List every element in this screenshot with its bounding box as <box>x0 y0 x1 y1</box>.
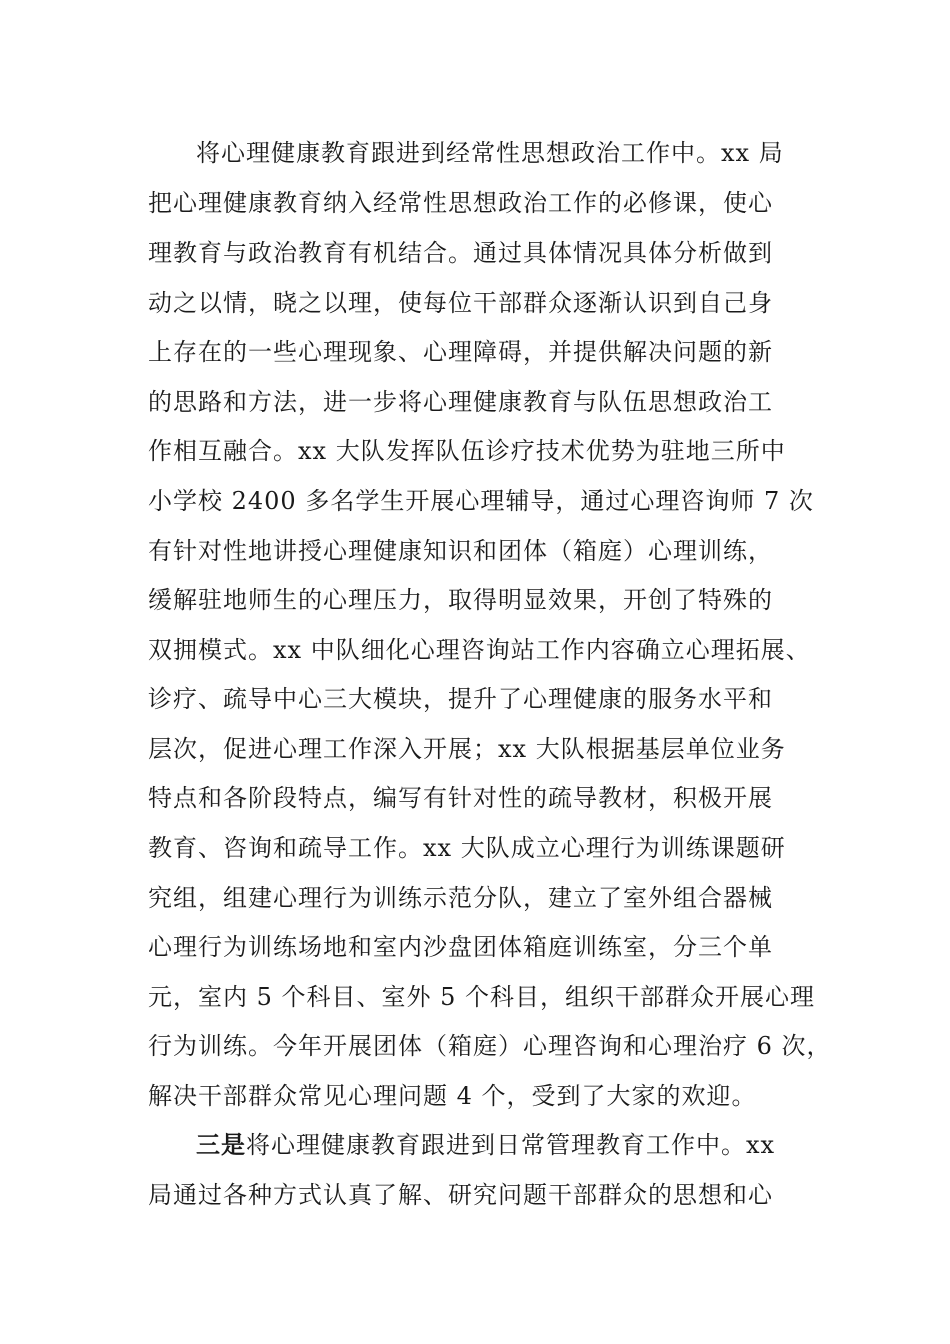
paragraph-1-line-6: 的思路和方法，进一步将心理健康教育与队伍思想政治工 <box>148 388 773 416</box>
paragraph-1-line-15: 教育、咨询和疏导工作。xx 大队成立心理行为训练课题研 <box>148 834 786 862</box>
paragraph-1-line-8: 小学校 2400 多名学生开展心理辅导，通过心理咨询师 7 次 <box>148 487 814 515</box>
paragraph-1-line-9: 有针对性地讲授心理健康知识和团体（箱庭）心理训练， <box>148 537 773 565</box>
paragraph-1-line-13: 层次，促进心理工作深入开展；xx 大队根据基层单位业务 <box>148 735 786 763</box>
paragraph-1-line-7: 作相互融合。xx 大队发挥队伍诊疗技术优势为驻地三所中 <box>148 437 786 465</box>
paragraph-1-line-19: 行为训练。今年开展团体（箱庭）心理咨询和心理治疗 6 次， <box>148 1032 832 1060</box>
paragraph-1-line-5: 上存在的一些心理现象、心理障碍，并提供解决问题的新 <box>148 338 773 366</box>
paragraph-2-line-2: 局通过各种方式认真了解、研究问题干部群众的思想和心 <box>148 1181 773 1209</box>
paragraph-2-line-1 <box>196 1128 775 1162</box>
paragraph-1-line-16: 究组，组建心理行为训练示范分队，建立了室外组合器械 <box>148 884 773 912</box>
paragraph-1-line-10: 缓解驻地师生的心理压力，取得明显效果，开创了特殊的 <box>148 586 773 614</box>
paragraph-1-line-2: 把心理健康教育纳入经常性思想政治工作的必修课，使心 <box>148 189 773 217</box>
paragraph-1-line-18: 元，室内 5 个科目、室外 5 个科目，组织干部群众开展心理 <box>148 983 816 1011</box>
paragraph-1-line-4: 动之以情，晓之以理，使每位干部群众逐渐认识到自己身 <box>148 289 773 317</box>
paragraph-1-line-14: 特点和各阶段特点，编写有针对性的疏导教材，积极开展 <box>148 784 773 812</box>
paragraph-1-line-11: 双拥模式。xx 中队细化心理咨询站工作内容确立心理拓展、 <box>148 636 811 664</box>
paragraph-1-line-12: 诊疗、疏导中心三大模块，提升了心理健康的服务水平和 <box>148 685 773 713</box>
paragraph-2-line-1-text: 将心理健康教育跟进到日常管理教育工作中。xx <box>246 1131 776 1159</box>
paragraph-1-line-20: 解决干部群众常见心理问题 4 个，受到了大家的欢迎。 <box>148 1082 757 1110</box>
paragraph-1-line-1: 将心理健康教育跟进到经常性思想政治工作中。xx 局 <box>196 139 784 167</box>
paragraph-2-lead: 三是 <box>196 1130 246 1159</box>
paragraph-1-line-3: 理教育与政治教育有机结合。通过具体情况具体分析做到 <box>148 239 773 267</box>
paragraph-1-line-17: 心理行为训练场地和室内沙盘团体箱庭训练室，分三个单 <box>148 933 773 961</box>
